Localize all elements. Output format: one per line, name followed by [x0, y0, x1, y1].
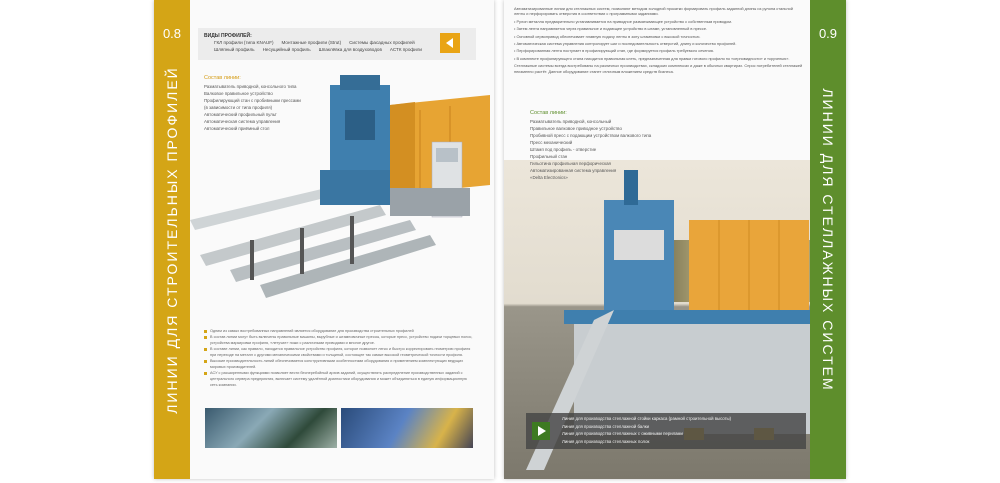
right-page-number: 0.9: [818, 26, 838, 41]
intro-paragraph: Автоматизированные линии для стеллажных систем, позволяют методом холодной прокатки формировать профиль заданной длины из рулона стальной ленты и перфорировать отверстия в соответствии с программными заданиями.: [514, 6, 793, 17]
profile-type-item: Несущийный профиль: [262, 47, 311, 52]
bullet-item: Одним из самых востребованных направлений является оборудование для производства строительных профилей: [204, 328, 474, 334]
left-side-band: [154, 0, 190, 479]
intro-paragraph: Стеллажные системы всегда востребованы на различных производствах, складских комплексах и даже в обычных квартирах. Спрос потребителей стеллажей неизменно растёт. Данное оборудование станет отличным вложением средств бизнеса.: [514, 63, 803, 74]
left-page-number: 0.8: [162, 26, 182, 41]
composition-item: Валковое правильное устройство: [204, 91, 273, 96]
left-photo-strip: [205, 408, 473, 448]
machine-detail-photo: [341, 408, 473, 448]
profile-types-title: ВИДЫ ПРОФИЛЕЙ:: [204, 33, 252, 39]
right-line-legend: [526, 413, 806, 449]
profile-type-item: Монтажные профили (Strut): [281, 40, 342, 45]
legend-item: Линия для производства стеллажных с оживными перилами: [562, 431, 683, 436]
profile-types-box: [198, 28, 476, 60]
bullet-item: В составе линии, как правило, находится правильное устройство профиля, которое позволяет легко и быстро корректировать геометрию профиля при переходе на металл с другими механическими свойствами и толщиной, состоящее так самые высокой геометрической точности профиля.: [204, 346, 474, 358]
intro-paragraph: • Рулон металла предварительно устанавливается на приводное разматывающее устройство с собственным приводом.: [514, 18, 733, 24]
composition-item: Разматыватель приводной, консольный: [530, 119, 612, 124]
bullet-item: АСУ с расширенными функциями позволяет вести бесперебойный архив заданий, осуществлять распределение производственных заданий с центрального сервера предприятия, включает систему удалённой диагностики оборудования и может объединяться в единую информационную сеть компании.: [204, 370, 474, 388]
composition-item: Автоматическая система управления: [204, 119, 281, 124]
right-composition-title: Состав линии:: [530, 110, 567, 116]
left-composition-title: Состав линии:: [204, 75, 241, 81]
profile-type-item: ГКЛ профили (типа KNAUF): [214, 40, 274, 45]
bullet-item: Высокие производительность линий обеспечивается конструктивными особенностями оборудования и применением комплектующих ведущих мировых производителей.: [204, 358, 474, 370]
composition-item: Автоматический профильный пульт: [204, 112, 277, 117]
arrow-left-icon[interactable]: [440, 33, 460, 53]
profile-type-item: Шпаклёвка для воздуховодов: [318, 47, 382, 52]
legend-list: [562, 415, 731, 445]
left-band-title: ЛИНИИ ДЛЯ СТРОИТЕЛЬНЫХ ПРОФИЛЕЙ: [164, 65, 180, 414]
composition-item: Правильное валковое приводное устройство: [530, 126, 622, 131]
play-icon[interactable]: [532, 422, 550, 440]
roll-forming-line-illustration: [190, 70, 494, 320]
profile-type-item: АСТК профили: [389, 47, 422, 52]
composition-item: Пробивной пресс с подающим устройством валкового типа: [530, 133, 652, 138]
right-band-title: ЛИНИИ ДЛЯ СТЕЛЛАЖНЫХ СИСТЕМ: [820, 87, 836, 392]
right-page: [504, 0, 846, 479]
intro-paragraph: • В комплекте профилирующего стана находится правильная клеть, предназначенная для правки готового профиля по «серповидности» и «крученью».: [514, 55, 790, 61]
composition-item: (в зависимости от типа профиля): [204, 105, 273, 110]
left-bullet-list: [204, 328, 474, 388]
profile-type-item: Системы фасадных профилей: [349, 40, 415, 45]
composition-item: Профилирующий стан с пробивными прессами: [204, 98, 301, 103]
intro-paragraph: • Затем лента направляется через правильное и подающее устройство в штамп, установленный в прессе.: [514, 26, 708, 32]
right-side-band: [810, 0, 846, 479]
machine-detail-photo: [205, 408, 337, 448]
legend-item: Линия для производства стеллажной балки: [562, 423, 649, 429]
intro-paragraph: • Перфорированная лента поступает в профилирующий стан, где формируется профиль требуемого сечения.: [514, 48, 714, 54]
composition-item: Автоматизированная система управления: [530, 168, 617, 173]
profile-types-list: [214, 40, 454, 52]
bullet-item: В состав линии могут быть включены правильные машины, вырубные и штамповочные прессы, которые пресс, устройство подачи торцевых полос, устройства маркировки профиля, «летучие» ножи с различными приводами и многое другое.: [204, 334, 474, 346]
right-composition: [530, 110, 680, 181]
composition-item: Штамп под профиль - отверстие: [530, 147, 597, 152]
composition-item: Разматыватель приводной, консольного типа: [204, 84, 297, 89]
composition-item: Гильотина профильная перфорическая: [530, 161, 611, 166]
profile-type-item: Шляпный профиль: [214, 47, 255, 52]
left-page: [154, 0, 494, 479]
composition-item: Профильный стан: [530, 154, 568, 159]
legend-item: Линия для производства стеллажной стойки каркаса (рамной строительной высоты): [562, 416, 732, 421]
intro-paragraph: • Основной сервопривод обеспечивает плавную подачу ленты в зону штамповки с высокой точностью.: [514, 33, 701, 39]
intro-paragraph: • Автоматическая система управления контролирует шаг и последовательность отверстий, длину и количество профилей.: [514, 41, 737, 47]
composition-item: Пресс механический: [530, 140, 573, 145]
composition-item: «Delta Electronics»: [530, 175, 568, 180]
right-intro-text: [514, 6, 804, 76]
composition-item: Автоматический приёмный стол: [204, 126, 270, 131]
legend-item: Линия для производства стеллажных полок: [562, 438, 650, 444]
right-composition-list: [530, 118, 680, 181]
